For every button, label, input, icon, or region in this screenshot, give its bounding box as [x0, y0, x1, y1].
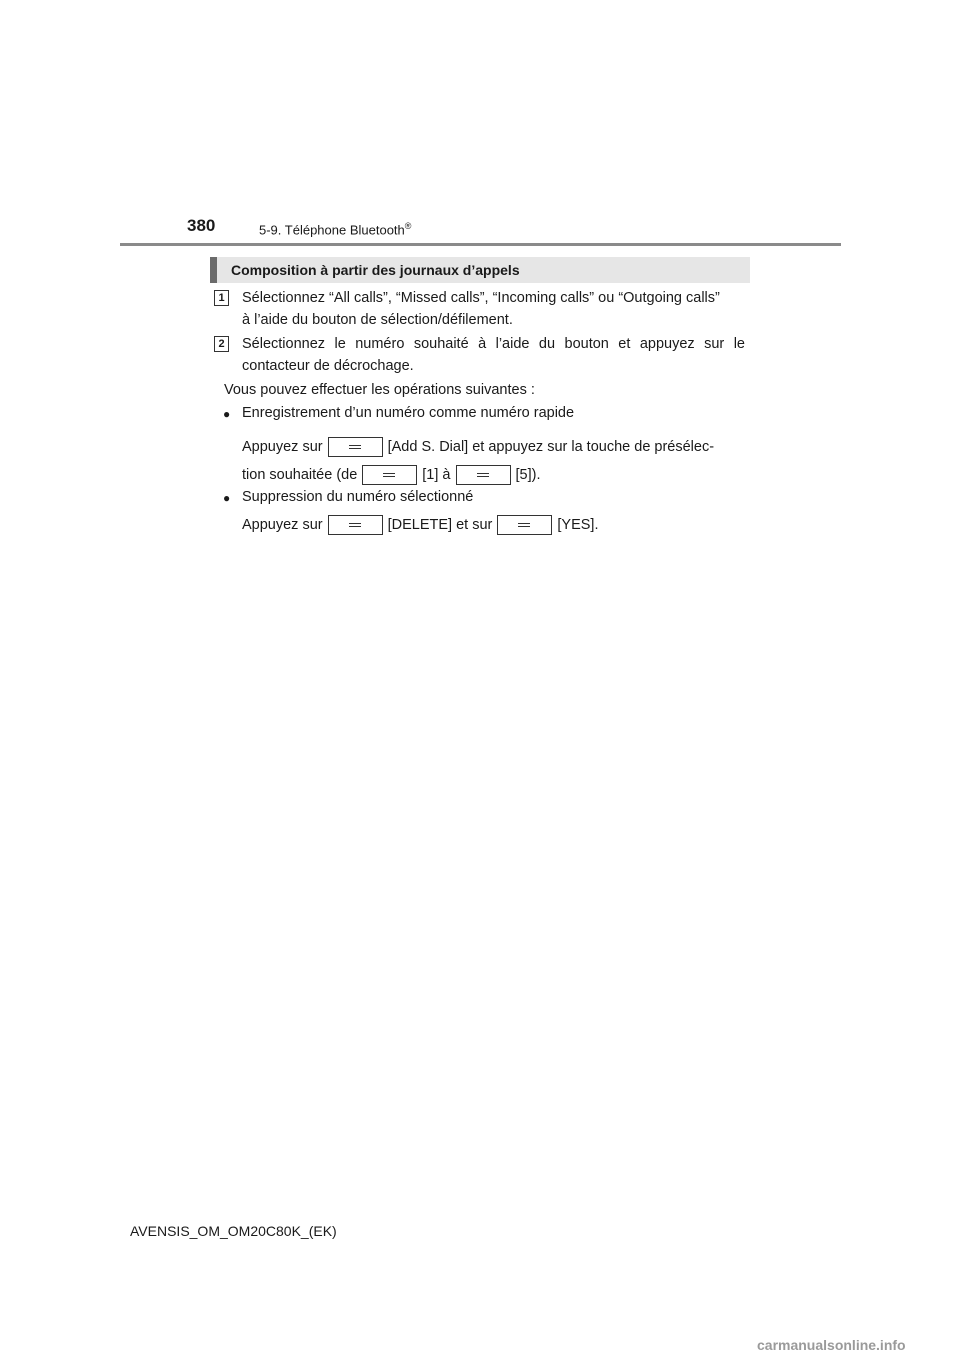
step-2-number: 2	[214, 336, 229, 352]
key-button-icon	[328, 437, 383, 457]
step-1-line-1: Sélectionnez “All calls”, “Missed calls”, “Incoming calls” ou “Outgoing calls”	[242, 290, 720, 306]
watermark: carmanualsonline.info	[757, 1337, 906, 1353]
bullet-1-icon: ●	[223, 407, 231, 421]
header-rule	[120, 243, 841, 246]
item-2-line-1	[242, 515, 598, 535]
key-button-icon	[362, 465, 417, 485]
item-2-text-b: [DELETE] et sur	[387, 516, 493, 533]
step-1-line-2: à l’aide du bouton de sélection/défilement.	[242, 312, 513, 328]
item-2-title: Suppression du numéro sélectionné	[242, 489, 474, 505]
footer-code: AVENSIS_OM_OM20C80K_(EK)	[130, 1223, 337, 1239]
item-1-line-1	[242, 437, 714, 457]
subheading-text: Composition à partir des journaux d’appels	[231, 262, 520, 278]
item-1-text-c: tion souhaitée (de	[242, 466, 358, 483]
key-button-icon	[328, 515, 383, 535]
item-2-text-c: [YES].	[557, 516, 599, 533]
item-1-text-b: [Add S. Dial] et appuyez sur la touche de présélec-	[387, 438, 715, 455]
subheading-bar	[210, 257, 750, 283]
item-1-text-a: Appuyez sur	[242, 438, 323, 455]
section-title-text: 5-9. Téléphone Bluetooth	[259, 222, 405, 238]
page-number: 380	[187, 216, 216, 235]
step-2-line-1: Sélectionnez le numéro souhaité à l’aide du bouton et appuyez sur le	[242, 336, 745, 352]
section-title	[259, 221, 411, 237]
intro-text: Vous pouvez effectuer les opérations suivantes :	[224, 382, 535, 398]
step-2-text	[242, 333, 745, 377]
bullet-2-icon: ●	[223, 491, 231, 505]
step-2-line-2: contacteur de décrochage.	[242, 358, 414, 374]
step-1-text	[242, 287, 745, 331]
item-2-text-a: Appuyez sur	[242, 516, 323, 533]
item-1-title: Enregistrement d’un numéro comme numéro rapide	[242, 405, 575, 421]
item-1-line-2	[242, 465, 540, 485]
item-1-text-d: [1] à	[422, 466, 451, 483]
step-1-number: 1	[214, 290, 229, 306]
key-button-icon	[456, 465, 511, 485]
key-button-icon	[497, 515, 552, 535]
registered-mark: ®	[404, 221, 412, 231]
item-1-text-e: [5]).	[515, 466, 541, 483]
